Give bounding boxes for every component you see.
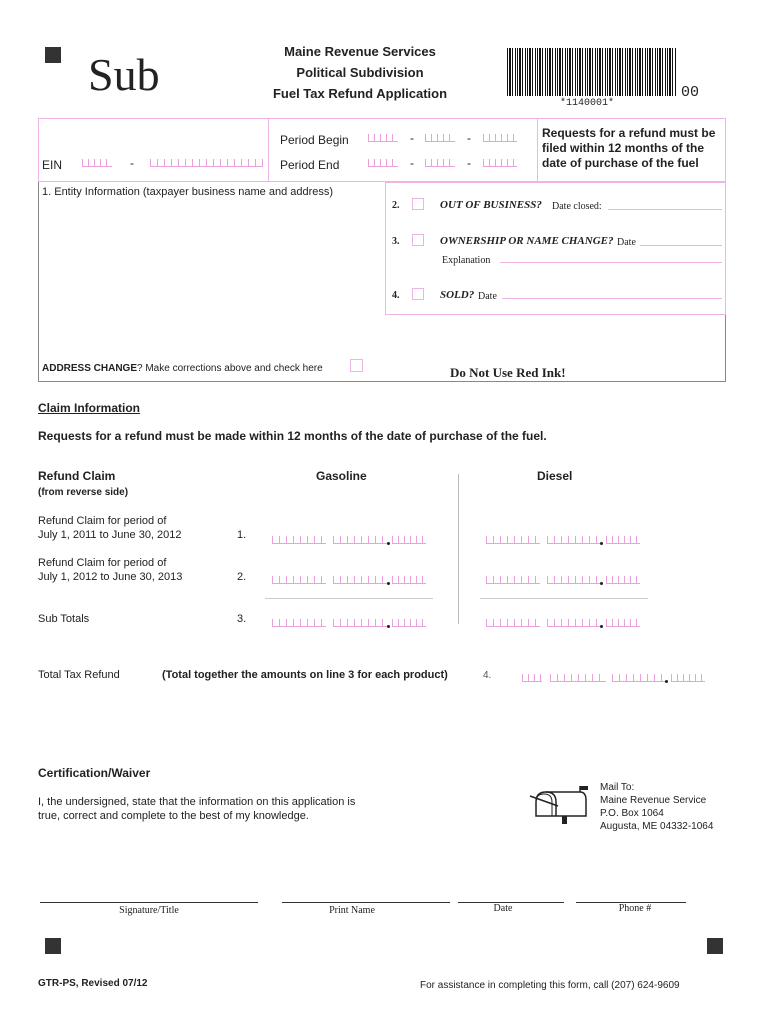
gasoline-2013-field[interactable] xyxy=(272,576,326,584)
diesel-2013-field[interactable] xyxy=(486,576,540,584)
period-end-label: Period End xyxy=(280,158,340,172)
corner-marker xyxy=(45,47,61,63)
mail-name: Maine Revenue Service xyxy=(600,795,707,806)
out-of-business-label: OUT OF BUSINESS? xyxy=(440,199,542,211)
out-of-business-checkbox[interactable] xyxy=(412,198,424,210)
sold-date-field[interactable] xyxy=(502,298,722,299)
claim-notice: Requests for a refund must be made within 12 months of the date of purchase of the fuel. xyxy=(38,429,547,443)
period-begin-year[interactable] xyxy=(483,134,517,142)
sold-label: SOLD? xyxy=(440,289,475,301)
barcode xyxy=(507,48,677,96)
claim-info-title: Claim Information xyxy=(38,401,141,415)
corner-marker xyxy=(707,938,723,954)
ownership-change-date-field[interactable] xyxy=(640,245,722,246)
entity-info-label: 1. Entity Information (taxpayer business name and address) xyxy=(42,186,334,198)
period-end-day[interactable] xyxy=(425,159,455,167)
gasoline-2012-field[interactable] xyxy=(272,536,326,544)
ein-prefix-field[interactable] xyxy=(82,159,112,167)
form-title: Fuel Tax Refund Application xyxy=(272,86,448,101)
explanation-field[interactable] xyxy=(500,262,722,263)
date-closed-field[interactable] xyxy=(608,209,722,210)
period-end-month[interactable] xyxy=(368,159,398,167)
ownership-change-checkbox[interactable] xyxy=(412,234,424,246)
barcode-text: *1140001* xyxy=(560,98,615,109)
form-subtitle: Political Subdivision xyxy=(296,65,424,80)
signature-field[interactable] xyxy=(40,902,258,903)
period-begin-day[interactable] xyxy=(425,134,455,142)
ein-number-field[interactable] xyxy=(150,159,263,167)
diesel-column-header: Diesel xyxy=(537,469,573,483)
total-note: (Total together the amounts on line 3 for each product) xyxy=(162,669,448,681)
mailbox-icon xyxy=(528,786,592,826)
sub-label: Sub xyxy=(88,49,160,100)
form-id: GTR-PS, Revised 07/12 xyxy=(38,978,148,989)
gasoline-column-header: Gasoline xyxy=(316,469,367,483)
form-code: 00 xyxy=(681,84,700,101)
address-change-checkbox[interactable] xyxy=(350,359,363,372)
no-red-ink-notice: Do Not Use Red Ink! xyxy=(450,365,566,380)
refund-deadline-notice: Requests for a refund must be filed within 12 months of the date of purchase of the fuel xyxy=(542,126,716,170)
corner-marker xyxy=(45,938,61,954)
total-tax-refund-label: Total Tax Refund xyxy=(38,669,120,681)
gasoline-subtotal-field[interactable] xyxy=(272,619,326,627)
ownership-change-label: OWNERSHIP OR NAME CHANGE? xyxy=(440,235,614,247)
certification-title: Certification/Waiver xyxy=(38,766,151,780)
address-change-label: ADDRESS CHANGE? Make corrections above and check here xyxy=(42,363,323,374)
refund-claim-label: Refund Claim xyxy=(38,469,116,483)
diesel-2012-field[interactable] xyxy=(486,536,540,544)
diesel-subtotal-field[interactable] xyxy=(486,619,540,627)
agency-name: Maine Revenue Services xyxy=(284,44,436,59)
period-begin-month[interactable] xyxy=(368,134,398,142)
total-refund-field[interactable] xyxy=(522,674,542,682)
assistance-text: For assistance in completing this form, call (207) 624-9609 xyxy=(420,980,680,991)
period-end-year[interactable] xyxy=(483,159,517,167)
sold-checkbox[interactable] xyxy=(412,288,424,300)
period-begin-label: Period Begin xyxy=(280,133,349,147)
ein-label: EIN xyxy=(42,158,63,172)
sub-totals-label: Sub Totals xyxy=(38,613,90,625)
print-name-field[interactable] xyxy=(282,902,450,903)
